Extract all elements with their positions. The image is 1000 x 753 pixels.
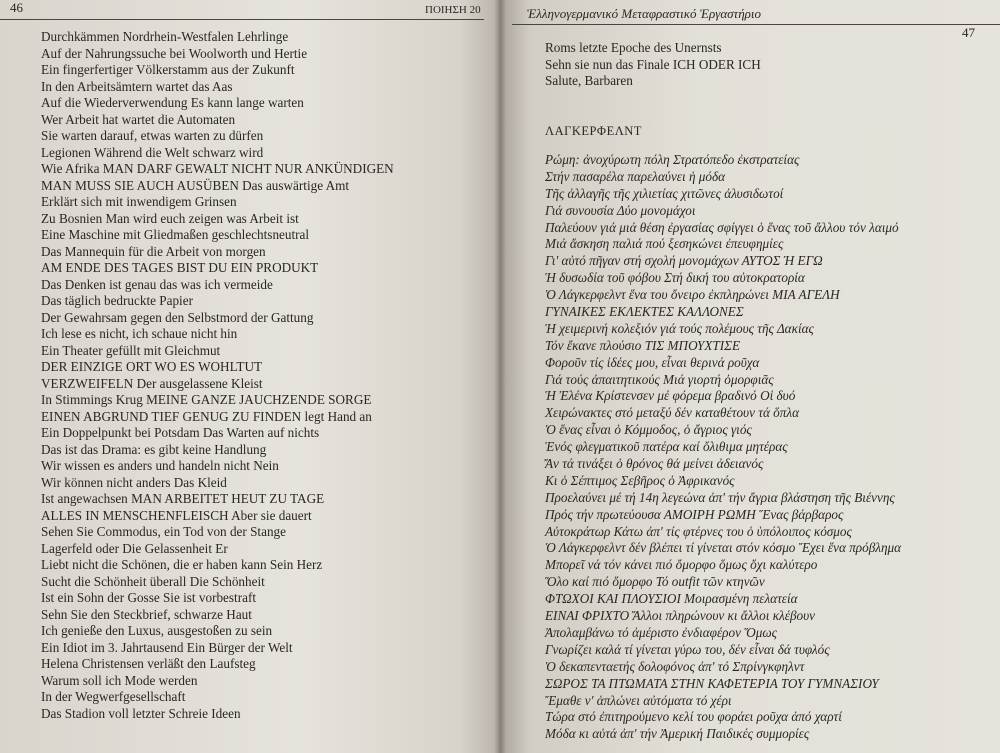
poem-line: ΦΤΩΧΟΙ ΚΑΙ ΠΛΟΥΣΙΟΙ Μοιρασμένη πελατεία [545, 591, 798, 607]
poem-line: Sehn sie nun das Finale ICH ODER ICH [545, 56, 761, 72]
poem-line: Ρώμη: ἀνοχύρωτη πόλη Στρατόπεδο ἐκστρατείας [545, 152, 800, 167]
poem-line: Ἄν τά τινάξει ὁ θρόνος θά μείνει ἀδειανός [545, 456, 764, 472]
poem-line: Κι ὁ Σέπτιμος Σεβῆρος ὁ Ἀφρικανός [545, 472, 735, 488]
poem-line: Γιά συνουσία Δύο μονομάχοι [545, 202, 696, 218]
poem-line: Wie Afrika MAN DARF GEWALT NICHT NUR ANKÜNDIGEN [41, 161, 394, 176]
poem-line: Πρός τήν πρωτεύουσα ΑΜΟΙΡΗ ΡΩΜΗ Ἕνας βάρβαρος [545, 506, 844, 522]
poem-line: Τῆς ἀλλαγῆς τῆς χιλιετίας χιτῶνες ἀλυσιδωτοί [545, 185, 784, 201]
poem-line: Das Stadion voll letzter Schreie Ideen [41, 705, 241, 721]
poem-line: ΓΥΝΑΙΚΕΣ ΕΚΛΕΚΤΕΣ ΚΑΛΛΟΝΕΣ [545, 304, 744, 320]
poem-line: In der Wegwerfgesellschaft [41, 689, 186, 704]
poem-line: Ἔμαθε ν' ἁπλώνει αὐτόματα τό χέρι [545, 692, 732, 708]
poem-line: Ὁ Λάγκερφελντ δέν βλέπει τί γίνεται στόν κόσμο Ἔχει ἕνα πρόβλημα [545, 540, 902, 556]
poem-line: Ich genieße den Luxus, ausgestoßen zu sein [41, 623, 273, 638]
poem-line: Wir wissen es anders und handeln nicht Nein [41, 458, 279, 473]
poem-line: Erklärt sich mit inwendigem Grinsen [41, 194, 237, 209]
right-header-rule [512, 24, 1000, 25]
poem-line: Eine Maschine mit Gliedmaßen geschlechtsneutral [41, 227, 310, 242]
poem-line: Wer Arbeit hat wartet die Automaten [41, 111, 236, 127]
poem-line: Γι' αὐτό πῆγαν στή σχολή μονομάχων ΑΥΤΟΣ Ή ΕΓΩ [545, 253, 823, 269]
poem-line: Ἡ Ἐλένα Κρίστενσεν μέ φόρεμα βραδινό Οἱ δυό [545, 388, 796, 404]
poem-line: Sie warten darauf, etwas warten zu dürfen [41, 128, 264, 143]
poem-line: Lagerfeld oder Die Gelassenheit Er [41, 540, 228, 556]
poem-line: Γιά τούς ἀπαιτητικούς Μιά γιορτή ὀμορφιᾶς [545, 371, 774, 387]
poem-line: Μόδα κι αὐτά ἀπ' τήν Ἀμερική Παιδικές συμμορίες [545, 726, 810, 742]
poem-line: Μπορεῖ νά τόν κάνει πιό ὄμορφο ὅμως ὄχι καλύτερο [545, 557, 818, 573]
poem-line: Ὁ ἕνας εἶναι ὁ Κόμμοδος, ὁ ἄγριος γιός [545, 422, 752, 438]
poem-line: Ein Idiot im 3. Jahrtausend Ein Bürger der Welt [41, 639, 293, 655]
poem-line: VERZWEIFELN Der ausgelassene Kleist [41, 375, 263, 391]
left-running-head: ΠΟΙΗΣΗ 20 [425, 4, 481, 16]
poem-line: DER EINZIGE ORT WO ES WOHLTUT [41, 359, 263, 374]
poem-line: In den Arbeitsämtern wartet das Aas [41, 78, 233, 94]
poem-line: Auf der Nahrungssuche bei Woolworth und Hertie [41, 45, 308, 61]
poem-line: AM ENDE DES TAGES BIST DU EIN PRODUKT [41, 260, 319, 275]
poem-line: Ist ein Sohn der Gosse Sie ist vorbestraft [41, 590, 256, 605]
german-closing-lines [545, 40, 761, 90]
poem-line: Zu Bosnien Man wird euch zeigen was Arbeit ist [41, 210, 299, 226]
poem-line: Τόν ἔκανε πλούσιο ΤΙΣ ΜΠΟΥΧΤΙΣΕ [545, 337, 741, 353]
poem-line: Ich lese es nicht, ich schaue nicht hin [41, 326, 238, 341]
poem-line: Μιά ἄσκηση παλιά πού ξεσηκώνει ἐπευφημίες [545, 236, 784, 252]
poem-line: Sehen Sie Commodus, ein Tod von der Stange [41, 524, 286, 539]
poem-line: ΕΙΝΑΙ ΦΡΙΧΤΟ Ἄλλοι πληρώνουν κι ἄλλοι κλέβουν [545, 608, 816, 624]
poem-line: Warum soll ich Mode werden [41, 672, 198, 688]
poem-line: Ἑνός φλεγματικοῦ πατέρα καί ὄλιθιμα μητέρας [545, 439, 788, 455]
poem-line: Ein fingerfertiger Völkerstamm aus der Zukunft [41, 62, 295, 77]
poem-line: Helena Christensen verläßt den Laufsteg [41, 656, 256, 671]
poem-line: Φοροῦν τίς ἰδέες μου, εἶναι θερινά ροῦχα [545, 354, 760, 370]
poem-line: Das Mannequin für die Arbeit von morgen [41, 243, 266, 259]
poem-line: Ὁ Λάγκερφελντ ἕνα του ὄνειρο ἐκπληρώνει ΜΙΑ ΑΓΕΛΗ [545, 287, 840, 303]
poem-line: In Stimmings Krug MEINE GANZE JAUCHZENDE SORGE [41, 392, 372, 407]
poem-line: Das Denken ist genau das was ich vermeide [41, 276, 273, 292]
poem-line: Ὁ δεκαπενταετής δολοφόνος ἀπ' τό Σπρίνγκφηλντ [545, 658, 805, 674]
poem-line: Προελαύνει μέ τή 14η λεγεώνα ἀπ' τήν ἄγρια βλάστηση τῆς Βιέννης [545, 489, 895, 505]
poem-line: ALLES IN MENSCHENFLEISCH Aber sie dauert [41, 507, 312, 523]
poem-line: Ἡ χειμερινή κολεξιόν γιά τούς πολέμους τῆς Δακίας [545, 320, 814, 336]
left-header-rule [0, 19, 484, 20]
right-running-head: Ἑλληνογερμανικό Μεταφραστικό Ἐργαστήριο [527, 6, 762, 21]
poem-line: ΣΩΡΟΣ ΤΑ ΠΤΩΜΑΤΑ ΣΤΗΝ ΚΑΦΕΤΕΡΙΑ ΤΟΥ ΓΥΜΝΑΣΙΟΥ [545, 675, 879, 691]
poem-line: Das ist das Drama: es gibt keine Handlung [41, 441, 267, 457]
left-poem-lines [41, 29, 394, 722]
right-page [500, 0, 1000, 753]
poem-line: Sucht die Schönheit überall Die Schönheit [41, 573, 265, 589]
poem-line: Αὐτοκράτωρ Κάτω ἀπ' τίς φτέρνες του ὁ ὑπόλοιπος κόσμος [545, 523, 852, 539]
poem-line: Sehn Sie den Steckbrief, schwarze Haut [41, 606, 252, 622]
poem-line: Ist angewachsen MAN ARBEITET HEUT ZU TAGE [41, 491, 325, 506]
poem-line: Ein Theater gefüllt mit Gleichmut [41, 342, 221, 358]
poem-line: Das täglich bedruckte Papier [41, 293, 193, 308]
poem-line: Ὅλο καί πιό ὄμορφο Τό outfit τῶν κτηνῶν [545, 574, 765, 590]
poem-line: Der Gewahrsam gegen den Selbstmord der Gattung [41, 309, 314, 325]
greek-poem-lines [545, 152, 901, 743]
poem-line: Roms letzte Epoche des Unernsts [545, 40, 722, 55]
poem-line: Παλεύουν γιά μιά θέση ἐργασίας σφίγγει ὁ ἕνας τοῦ ἄλλου τόν λαιμό [545, 219, 899, 235]
poem-line: Salute, Barbaren [545, 73, 633, 88]
poem-line: Wir können nicht anders Das Kleid [41, 474, 227, 490]
poem-line: Ein Doppelpunkt bei Potsdam Das Warten auf nichts [41, 425, 320, 440]
book-gutter [494, 0, 506, 753]
poem-line: Auf die Wiederverwendung Es kann lange warten [41, 95, 304, 110]
section-title: ΛΑΓΚΕΡΦΕΛΝΤ [545, 124, 642, 138]
poem-line: Γνωρίζει καλά τί γίνεται γύρω του, δέν εἶναι δά τυφλός [545, 641, 830, 657]
right-page-number: 47 [962, 25, 975, 40]
poem-line: Χειρώνακτες στό μεταξύ δέν καταθέτουν τά ὅπλα [545, 405, 800, 421]
poem-line: Liebt nicht die Schönen, die er haben kann Sein Herz [41, 557, 323, 572]
poem-line: Ἡ δυσωδία τοῦ φόβου Στή δική του αὐτοκρατορία [545, 270, 805, 286]
left-page-number: 46 [10, 0, 23, 15]
poem-line: Τώρα στό ἐπιτηρούμενο κελί του φοράει ροῦχα ἀπό χαρτί [545, 709, 842, 725]
poem-line: Durchkämmen Nordrhein-Westfalen Lehrlinge [41, 29, 289, 44]
poem-line: MAN MUSS SIE AUCH AUSÜBEN Das auswärtige Amt [41, 177, 350, 193]
poem-line: Ἀπολαμβάνω τό ἀμέριστο ἐνδιαφέρον Ὅμως [545, 624, 777, 640]
poem-line: Στήν πασαρέλα παρελαύνει ἡ μόδα [545, 168, 726, 184]
poem-line: Legionen Während die Welt schwarz wird [41, 144, 264, 160]
poem-line: EINEN ABGRUND TIEF GENUG ZU FINDEN legt Hand an [41, 408, 372, 424]
